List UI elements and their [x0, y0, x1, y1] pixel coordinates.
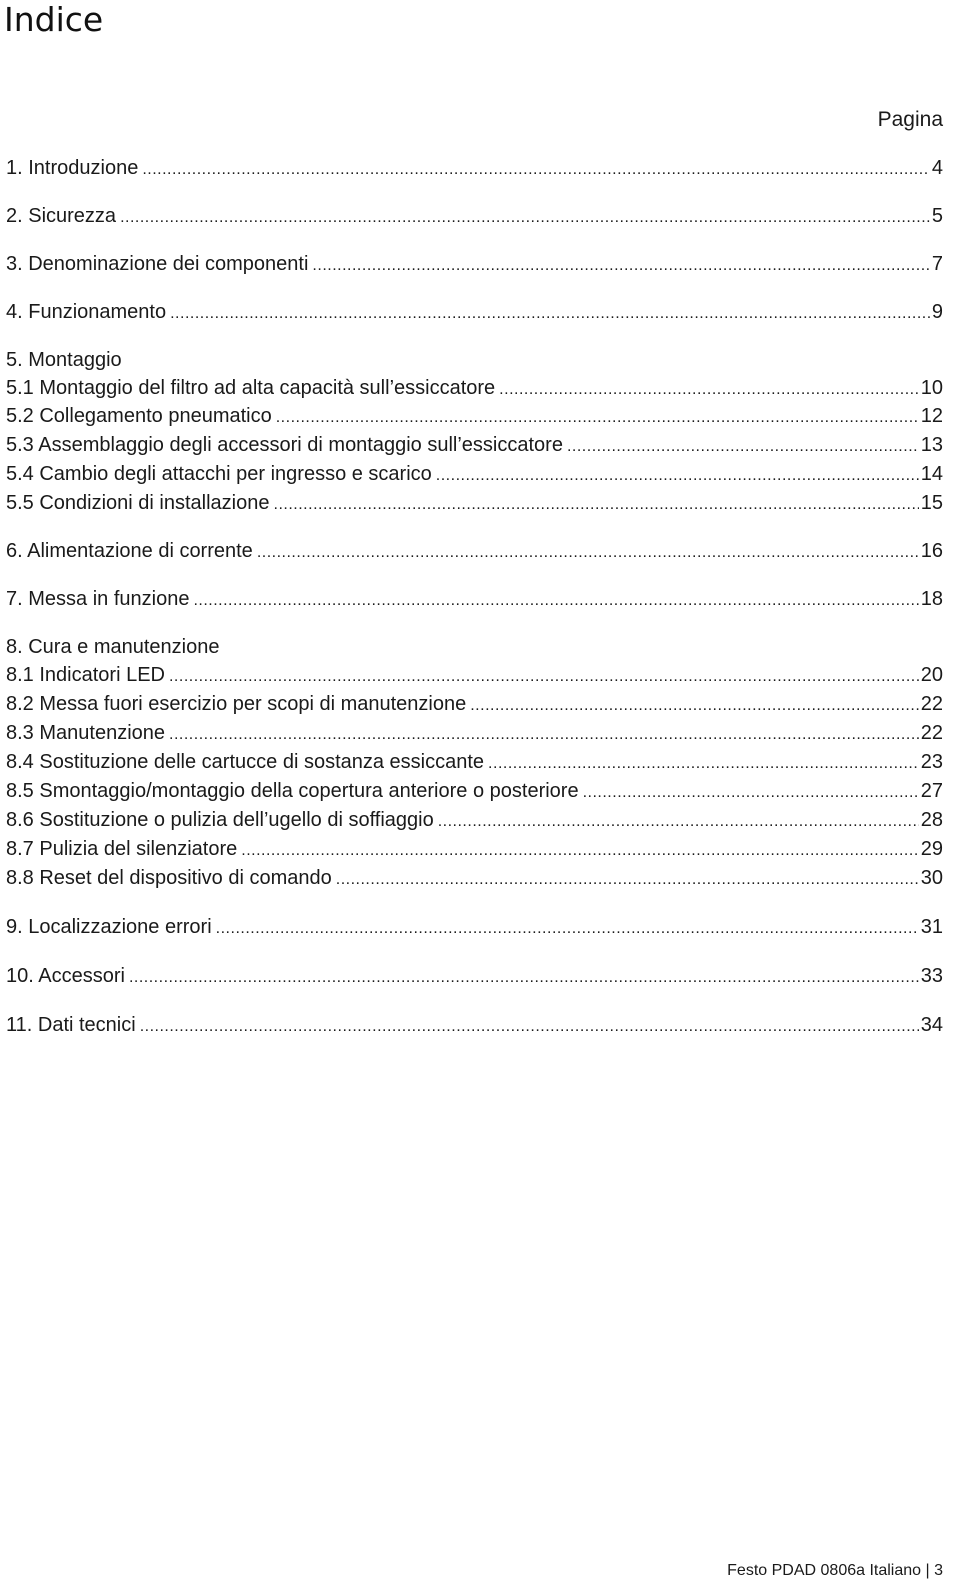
toc-entry-label: 3. Denominazione dei componenti: [6, 253, 309, 275]
toc-entry-funzionamento[interactable]: [6, 298, 943, 328]
toc-entry-8-3[interactable]: [6, 719, 943, 749]
toc-entry-localizzazione-errori[interactable]: [6, 913, 943, 943]
dot-leader: [257, 537, 919, 567]
toc-entry-page: 34: [920, 1014, 943, 1036]
dot-leader: [216, 913, 919, 943]
toc-entry-5-5[interactable]: [6, 489, 943, 519]
dot-leader: [276, 402, 919, 432]
page-column-header: Pagina: [877, 108, 943, 131]
dot-leader: [336, 864, 919, 894]
toc-entry-page: 30: [920, 867, 943, 889]
toc-entry-page: 31: [920, 916, 943, 938]
page-footer: Festo PDAD 0806a Italiano | 3: [727, 1562, 943, 1579]
toc-entry-introduzione[interactable]: [6, 154, 943, 184]
toc-entry-label: 9. Localizzazione errori: [6, 916, 212, 938]
toc-entry-5-4[interactable]: [6, 460, 943, 490]
dot-leader: [499, 374, 919, 404]
toc-entry-label: 6. Alimentazione di corrente: [6, 540, 253, 562]
toc-entry-label: 5.1 Montaggio del filtro ad alta capacità sull’essiccatore: [6, 377, 496, 399]
toc-entry-label: 5.4 Cambio degli attacchi per ingresso e scarico: [6, 463, 432, 485]
dot-leader: [120, 202, 930, 232]
toc-entry-label: 5.2 Collegamento pneumatico: [6, 405, 272, 427]
toc-entry-page: 18: [920, 588, 943, 610]
dot-leader: [488, 748, 919, 778]
dot-leader: [193, 585, 918, 615]
toc-entry-messa-in-funzione[interactable]: [6, 585, 943, 615]
dot-leader: [170, 298, 930, 328]
toc-entry-alimentazione[interactable]: [6, 537, 943, 567]
dot-leader: [312, 250, 929, 280]
toc-entry-5-3[interactable]: [6, 431, 943, 461]
toc-entry-label: 11. Dati tecnici: [6, 1014, 136, 1036]
toc-entry-dati-tecnici[interactable]: [6, 1011, 943, 1041]
toc-entry-8-4[interactable]: [6, 748, 943, 778]
toc-entry-page: 22: [920, 693, 943, 715]
toc-entry-page: 29: [920, 838, 943, 860]
toc-entry-label: 8.2 Messa fuori esercizio per scopi di manutenzione: [6, 693, 467, 715]
toc-entry-page: 22: [920, 722, 943, 744]
toc-entry-label: 8.5 Smontaggio/montaggio della copertura anteriore o posteriore: [6, 780, 579, 802]
dot-leader: [142, 154, 930, 184]
toc-entry-label: 8.7 Pulizia del silenziatore: [6, 838, 238, 860]
toc-entry-page: 12: [920, 405, 943, 427]
toc-entry-8-8[interactable]: [6, 864, 943, 894]
dot-leader: [140, 1011, 919, 1041]
dot-leader: [470, 690, 919, 720]
toc-entry-label: 8. Cura e manutenzione: [6, 636, 220, 658]
page-title: Indice: [4, 0, 104, 39]
toc-entry-8-1[interactable]: [6, 661, 943, 691]
toc-entry-accessori[interactable]: [6, 962, 943, 992]
toc-entry-page: 13: [920, 434, 943, 456]
toc-entry-page: 28: [920, 809, 943, 831]
toc-section-montaggio[interactable]: [6, 346, 943, 374]
toc-entry-5-2[interactable]: [6, 402, 943, 432]
toc-entry-8-5[interactable]: [6, 777, 943, 807]
toc-entry-page: 20: [920, 664, 943, 686]
toc-entry-page: 33: [920, 965, 943, 987]
toc-entry-page: 14: [920, 463, 943, 485]
toc-entry-page: 7: [931, 253, 943, 275]
toc-entry-label: 1. Introduzione: [6, 157, 139, 179]
toc-entry-label: 10. Accessori: [6, 965, 125, 987]
toc-entry-8-6[interactable]: [6, 806, 943, 836]
dot-leader: [274, 489, 919, 519]
dot-leader: [169, 719, 919, 749]
toc-entry-label: 8.3 Manutenzione: [6, 722, 166, 744]
toc-entry-label: 8.8 Reset del dispositivo di comando: [6, 867, 332, 889]
toc-entry-page: 10: [920, 377, 943, 399]
toc-entry-page: 4: [931, 157, 943, 179]
toc-entry-label: 5.3 Assemblaggio degli accessori di montaggio sull’essiccatore: [6, 434, 563, 456]
toc-entry-page: 5: [931, 205, 943, 227]
dot-leader: [567, 431, 919, 461]
toc-entry-label: 5. Montaggio: [6, 349, 122, 371]
toc-entry-page: 23: [920, 751, 943, 773]
toc-entry-8-7[interactable]: [6, 835, 943, 865]
toc-entry-page: 27: [920, 780, 943, 802]
dot-leader: [169, 661, 919, 691]
toc-entry-sicurezza[interactable]: [6, 202, 943, 232]
dot-leader: [129, 962, 919, 992]
toc-entry-8-2[interactable]: [6, 690, 943, 720]
dot-leader: [583, 777, 919, 807]
toc-entry-label: 2. Sicurezza: [6, 205, 117, 227]
toc-entry-denominazione[interactable]: [6, 250, 943, 280]
toc-entry-label: 8.6 Sostituzione o pulizia dell’ugello di soffiaggio: [6, 809, 434, 831]
toc-entry-label: 5.5 Condizioni di installazione: [6, 492, 270, 514]
toc-entry-page: 16: [920, 540, 943, 562]
toc-entry-page: 15: [920, 492, 943, 514]
toc-entry-label: 7. Messa in funzione: [6, 588, 190, 610]
toc-entry-label: 8.4 Sostituzione delle cartucce di sostanza essiccante: [6, 751, 485, 773]
toc-entry-label: 8.1 Indicatori LED: [6, 664, 165, 686]
toc-section-cura-manutenzione[interactable]: [6, 633, 943, 661]
dot-leader: [436, 460, 919, 490]
dot-leader: [438, 806, 919, 836]
toc-entry-page: 9: [931, 301, 943, 323]
toc-entry-label: 4. Funzionamento: [6, 301, 167, 323]
toc-entry-5-1[interactable]: [6, 374, 943, 404]
dot-leader: [241, 835, 919, 865]
